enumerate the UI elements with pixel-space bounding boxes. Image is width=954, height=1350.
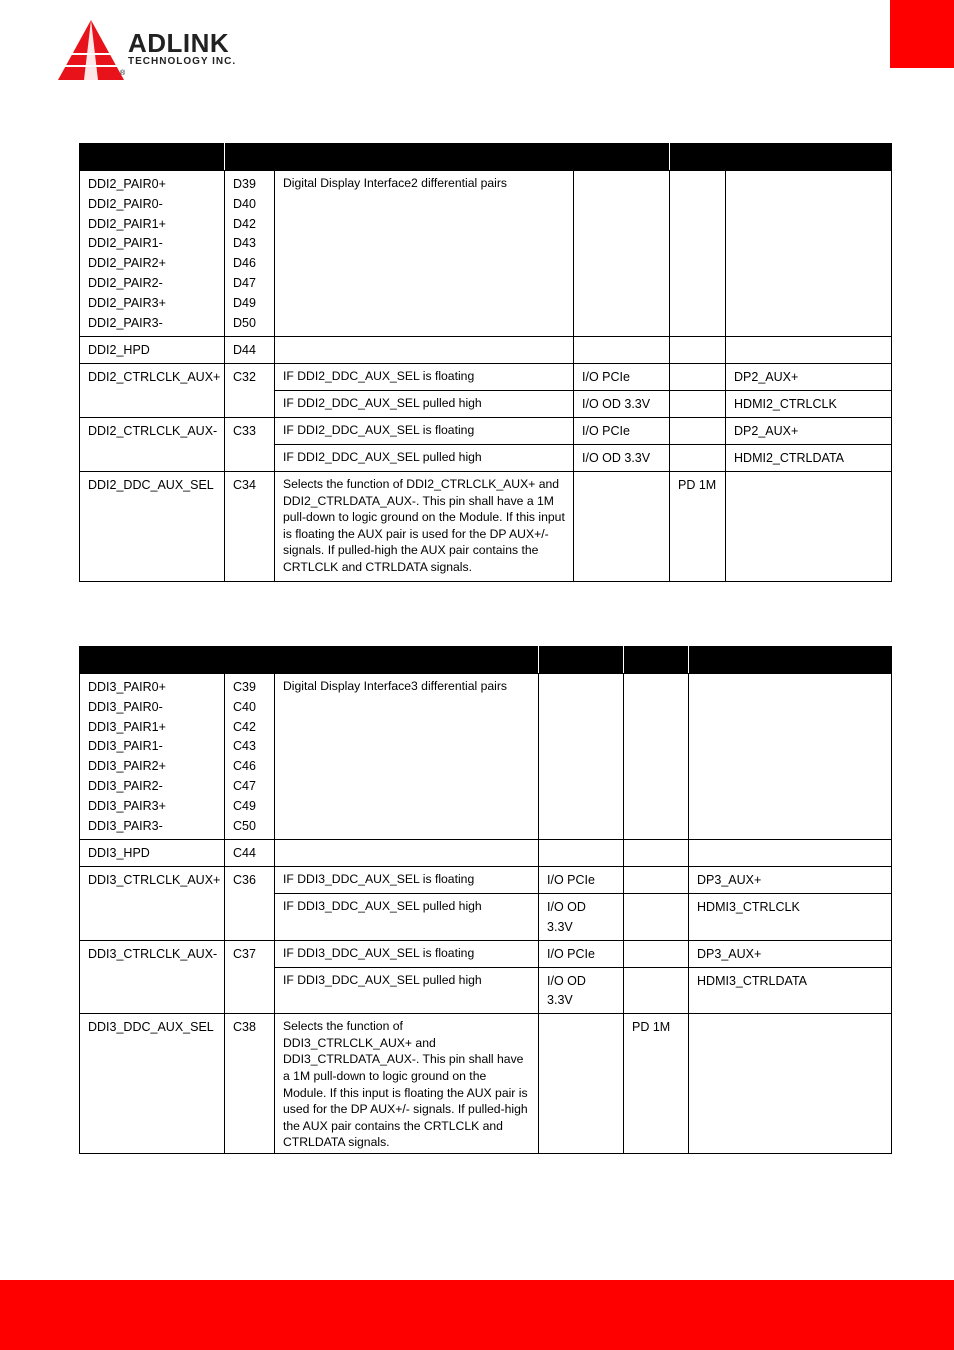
comment-cell [726, 171, 892, 337]
signal-description: IF DDI3_DDC_AUX_SEL is floating [275, 940, 539, 967]
signal-name: DDI2_DDC_AUX_SEL [80, 472, 225, 582]
pull-cell [624, 674, 689, 840]
signal-name: DDI3_PAIR0+ [88, 680, 166, 694]
io-type: I/O PCIe [574, 418, 670, 445]
signal-name: DDI3_CTRLCLK_AUX+ [80, 867, 225, 941]
pull-cell [624, 967, 689, 1014]
signal-name: DDI2_PAIR1+ [88, 216, 166, 231]
pin-number: D49 [233, 295, 256, 310]
signal-name-list [80, 171, 225, 337]
pull-cell [624, 894, 689, 941]
table-row-ctrlclk [80, 364, 892, 391]
header-cell [624, 647, 689, 674]
pin-number: D40 [233, 196, 256, 211]
adlink-triangle-icon [58, 20, 124, 84]
io-type-cell [539, 1014, 624, 1154]
table-row-hpd [80, 840, 892, 867]
pin-number: D44 [225, 337, 275, 364]
signal-description [275, 337, 574, 364]
header-cell [670, 144, 892, 171]
table-row-ctrldata [80, 418, 892, 445]
pull-cell [670, 445, 726, 472]
table-row-pairs [80, 171, 892, 337]
pin-number: C37 [225, 940, 275, 1014]
pin-number: C46 [233, 759, 256, 774]
comment: HDMI2_CTRLCLK [726, 391, 892, 418]
io-type-cell [574, 337, 670, 364]
signal-name: DDI2_PAIR2- [88, 275, 163, 290]
pin-list [225, 674, 275, 840]
signal-name: DDI2_HPD [80, 337, 225, 364]
header-cell [225, 144, 670, 171]
io-type: I/O OD 3.3V [539, 967, 624, 1014]
comment-cell [726, 337, 892, 364]
pull-cell [670, 364, 726, 391]
pin-number: C32 [225, 364, 275, 418]
brand-tagline: TECHNOLOGY INC. [128, 56, 237, 67]
io-type: I/O PCIe [574, 364, 670, 391]
table-row-ctrlclk [80, 867, 892, 894]
comment-cell [689, 840, 892, 867]
signal-name: DDI3_PAIR3+ [88, 798, 166, 813]
pull-cell [670, 418, 726, 445]
signal-description: IF DDI2_DDC_AUX_SEL pulled high [275, 391, 574, 418]
signal-name: DDI2_PAIR0- [88, 196, 163, 211]
signal-description: IF DDI3_DDC_AUX_SEL pulled high [275, 894, 539, 941]
table-row-ctrldata [80, 940, 892, 967]
io-type: I/O OD 3.3V [539, 894, 624, 941]
signal-description: IF DDI2_DDC_AUX_SEL pulled high [275, 445, 574, 472]
io-type: I/O PCIe [539, 940, 624, 967]
signal-table-ddi2 [79, 143, 892, 582]
signal-name: DDI2_PAIR3- [88, 315, 163, 330]
table-header [80, 144, 892, 171]
pin-number: C47 [233, 778, 256, 793]
pull-cell [624, 940, 689, 967]
comment: HDMI3_CTRLCLK [689, 894, 892, 941]
pin-number: D50 [233, 315, 256, 330]
pull-cell [624, 867, 689, 894]
pin-number: C38 [225, 1014, 275, 1154]
pin-number: D39 [233, 177, 256, 191]
pin-number: C44 [225, 840, 275, 867]
pin-number: C39 [233, 680, 256, 694]
comment: DP3_AUX+ [689, 867, 892, 894]
io-type: I/O OD 3.3V [574, 445, 670, 472]
pull-cell [624, 840, 689, 867]
comment-cell [726, 472, 892, 582]
pin-number: C50 [233, 818, 256, 833]
comment: DP2_AUX+ [726, 418, 892, 445]
io-type: I/O PCIe [539, 867, 624, 894]
table-row-pairs [80, 674, 892, 840]
signal-description: IF DDI3_DDC_AUX_SEL pulled high [275, 967, 539, 1014]
signal-name: DDI3_PAIR2- [88, 778, 163, 793]
adlink-logo [58, 20, 268, 84]
signal-name: DDI3_DDC_AUX_SEL [80, 1014, 225, 1154]
signal-description: IF DDI2_DDC_AUX_SEL is floating [275, 364, 574, 391]
brand-name: ADLINK [128, 28, 230, 58]
header-cell [80, 144, 225, 171]
table-row-aux-sel [80, 1014, 892, 1154]
signal-name: DDI3_PAIR0- [88, 699, 163, 714]
pin-number: C33 [225, 418, 275, 472]
signal-name: DDI2_PAIR0+ [88, 177, 166, 191]
io-type: I/O OD 3.3V [574, 391, 670, 418]
signal-name: DDI3_CTRLCLK_AUX- [80, 940, 225, 1014]
header-cell [80, 647, 539, 674]
comment-cell [689, 674, 892, 840]
pull-type: PD 1M [670, 472, 726, 582]
signal-name: DDI3_PAIR1- [88, 739, 163, 754]
pull-cell [670, 171, 726, 337]
header-cell [689, 647, 892, 674]
signal-table-ddi3 [79, 646, 892, 1154]
comment: HDMI3_CTRLDATA [689, 967, 892, 1014]
signal-name: DDI3_PAIR2+ [88, 759, 166, 774]
table-row-hpd [80, 337, 892, 364]
signal-description: IF DDI3_DDC_AUX_SEL is floating [275, 867, 539, 894]
signal-description [275, 840, 539, 867]
io-type-cell [574, 472, 670, 582]
pin-number: D46 [233, 256, 256, 271]
io-type-cell [539, 674, 624, 840]
signal-name: DDI2_CTRLCLK_AUX- [80, 418, 225, 472]
signal-name-list [80, 674, 225, 840]
signal-description: Selects the function of DDI2_CTRLCLK_AUX+ and DDI2_CTRLDATA_AUX-. This pin shall have a 1M pull-down to logic ground on the Module. If this input is floating the AUX pair is used for the DP AUX+/- signals. If pulled-high the AUX pair contains the CRTLCLK and CTRLDATA signals. [275, 472, 574, 582]
table-header [80, 647, 892, 674]
pin-number: C36 [225, 867, 275, 941]
signal-name: DDI3_HPD [80, 840, 225, 867]
comment: DP2_AUX+ [726, 364, 892, 391]
pin-number: D43 [233, 236, 256, 251]
pin-number: C43 [233, 739, 256, 754]
footer-band [0, 1280, 954, 1350]
comment: DP3_AUX+ [689, 940, 892, 967]
comment: HDMI2_CTRLDATA [726, 445, 892, 472]
signal-description: Selects the function of DDI3_CTRLCLK_AUX+ and DDI3_CTRLDATA_AUX-. This pin shall have a 1M pull-down to logic ground on the Module. If this input is floating the AUX pair is used for the DP AUX+/- signals. If pulled-high the AUX pair contains the CRTLCLK and CTRLDATA signals. [275, 1014, 539, 1154]
pin-number: C34 [225, 472, 275, 582]
signal-name: DDI2_PAIR2+ [88, 256, 166, 271]
registered-mark: ® [120, 70, 126, 77]
io-type-cell [539, 840, 624, 867]
comment-cell [689, 1014, 892, 1154]
signal-name: DDI2_PAIR3+ [88, 295, 166, 310]
pin-number: C49 [233, 798, 256, 813]
corner-accent-tab [890, 0, 954, 68]
table-row-aux-sel [80, 472, 892, 582]
signal-name: DDI2_PAIR1- [88, 236, 163, 251]
pull-type: PD 1M [624, 1014, 689, 1154]
signal-name: DDI2_CTRLCLK_AUX+ [80, 364, 225, 418]
signal-description: Digital Display Interface2 differential pairs [275, 171, 574, 337]
pin-number: C42 [233, 719, 256, 734]
pin-number: D47 [233, 275, 256, 290]
signal-name: DDI3_PAIR1+ [88, 719, 166, 734]
pin-number: C40 [233, 699, 256, 714]
io-type-cell [574, 171, 670, 337]
pin-list [225, 171, 275, 337]
signal-description: IF DDI2_DDC_AUX_SEL is floating [275, 418, 574, 445]
header-cell [539, 647, 624, 674]
pull-cell [670, 337, 726, 364]
signal-description: Digital Display Interface3 differential pairs [275, 674, 539, 840]
pin-number: D42 [233, 216, 256, 231]
pull-cell [670, 391, 726, 418]
signal-name: DDI3_PAIR3- [88, 818, 163, 833]
